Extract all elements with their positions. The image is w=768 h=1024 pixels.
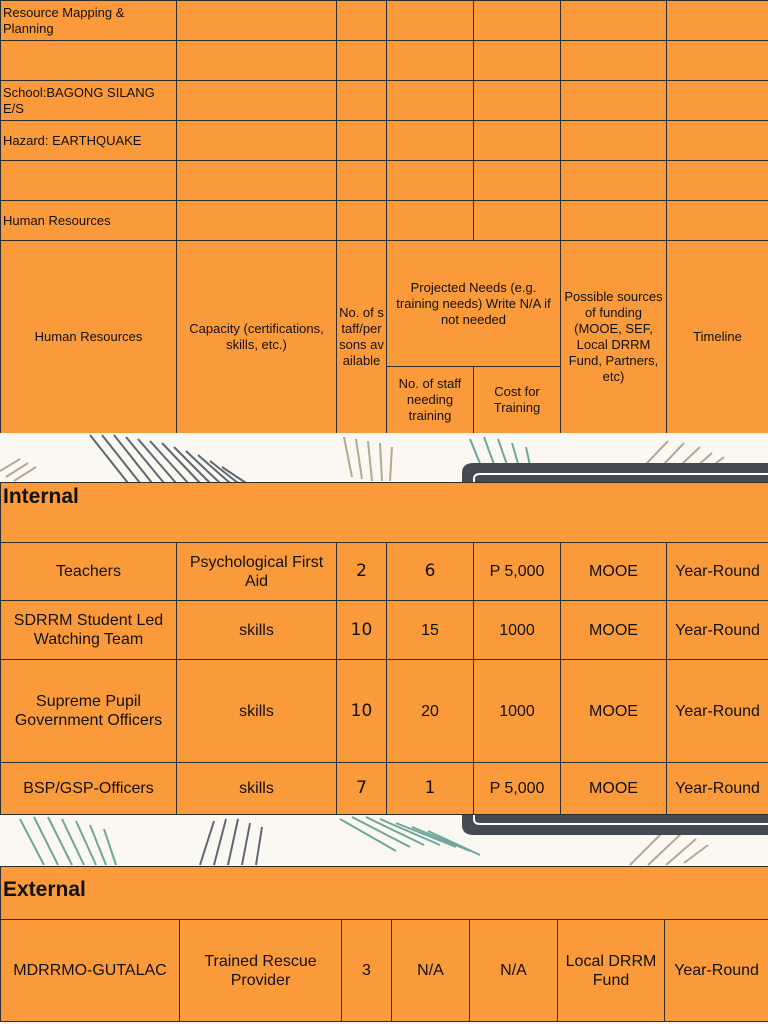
- col-cost-for-training: Cost for Training: [474, 367, 561, 434]
- funding-value: MOOE: [561, 601, 667, 660]
- decorative-banner: [0, 815, 768, 866]
- resource-name: SDRRM Student Led Watching Team: [1, 601, 177, 660]
- col-funding-sources: Possible sources of funding (MOOE, SEF, Local DRRM Fund, Partners, etc): [561, 241, 667, 434]
- cost-value: P 5,000: [474, 763, 561, 815]
- table-row: [1, 121, 768, 161]
- funding-value: Local DRRM Fund: [558, 920, 665, 1022]
- school-name: School:BAGONG SILANG E/S: [1, 81, 177, 121]
- decorative-banner: [0, 433, 768, 484]
- table-row: [1, 1, 768, 41]
- timeline-value: Year-Round: [667, 543, 768, 601]
- table-row: [1, 920, 768, 1022]
- staff-needing-value: 6: [387, 543, 474, 601]
- capacity-value: skills: [177, 763, 337, 815]
- staff-needing-value: N/A: [392, 920, 470, 1022]
- table-row: [1, 763, 768, 815]
- feather-pattern-icon: [0, 433, 768, 484]
- staff-needing-value: 20: [387, 660, 474, 763]
- section-title-internal: Internal: [1, 483, 768, 543]
- resource-mapping-title: Resource Mapping & Planning: [1, 1, 177, 41]
- table-row: [1, 161, 768, 201]
- table-row: [1, 660, 768, 763]
- feather-pattern-icon: [0, 815, 768, 866]
- staff-available-value: 10: [337, 660, 387, 763]
- cost-value: 1000: [474, 601, 561, 660]
- hazard-label: Hazard: EARTHQUAKE: [1, 121, 177, 161]
- external-resources-table: [0, 866, 768, 1022]
- resource-name: BSP/GSP-Officers: [1, 763, 177, 815]
- resource-name: Teachers: [1, 543, 177, 601]
- table-row: [1, 81, 768, 121]
- funding-value: MOOE: [561, 763, 667, 815]
- col-staff-needing-training: No. of staff needing training: [387, 367, 474, 434]
- section-header-row: [1, 483, 768, 543]
- cost-value: P 5,000: [474, 543, 561, 601]
- timeline-value: Year-Round: [665, 920, 768, 1022]
- timeline-value: Year-Round: [667, 763, 768, 815]
- col-timeline: Timeline: [667, 241, 768, 434]
- funding-value: MOOE: [561, 660, 667, 763]
- capacity-value: skills: [177, 601, 337, 660]
- timeline-value: Year-Round: [667, 601, 768, 660]
- capacity-value: Trained Rescue Provider: [180, 920, 342, 1022]
- table-row: [1, 201, 768, 241]
- table-row: [1, 601, 768, 660]
- capacity-value: Psychological First Aid: [177, 543, 337, 601]
- cost-value: 1000: [474, 660, 561, 763]
- column-header-row: [1, 241, 768, 367]
- col-projected-needs: Projected Needs (e.g. training needs) Write N/A if not needed: [387, 241, 561, 367]
- staff-available-value: 2: [337, 543, 387, 601]
- internal-resources-table: [0, 482, 768, 815]
- resource-mapping-table: [0, 0, 768, 434]
- staff-available-value: 7: [337, 763, 387, 815]
- resource-name: MDRRMO-GUTALAC: [1, 920, 180, 1022]
- section-title-external: External: [1, 867, 768, 920]
- col-human-resources: Human Resources: [1, 241, 177, 434]
- section-header-row: [1, 867, 768, 920]
- col-capacity: Capacity (certifications, skills, etc.): [177, 241, 337, 434]
- human-resources-label: Human Resources: [1, 201, 177, 241]
- col-staff-available: No. of staff/persons available: [337, 241, 387, 434]
- capacity-value: skills: [177, 660, 337, 763]
- staff-needing-value: 1: [387, 763, 474, 815]
- resource-name: Supreme Pupil Government Officers: [1, 660, 177, 763]
- staff-available-value: 10: [337, 601, 387, 660]
- table-row: [1, 543, 768, 601]
- table-row: [1, 41, 768, 81]
- funding-value: MOOE: [561, 543, 667, 601]
- staff-needing-value: 15: [387, 601, 474, 660]
- cost-value: N/A: [470, 920, 558, 1022]
- timeline-value: Year-Round: [667, 660, 768, 763]
- staff-available-value: 3: [342, 920, 392, 1022]
